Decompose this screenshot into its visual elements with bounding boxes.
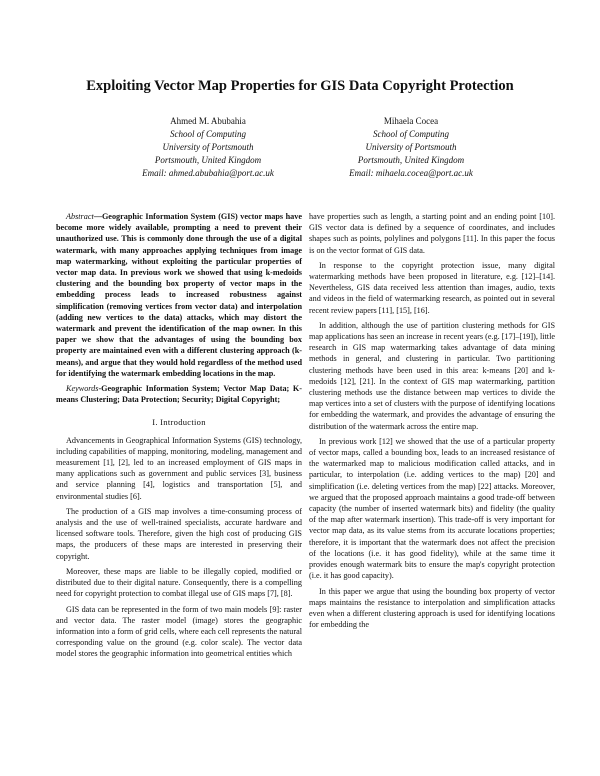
paragraph: Advancements in Geographical Information Systems (GIS) technology, including capabilities of mapping, monitoring, modeling, management and measurement [1], [2], led to an increased employment of GIS maps in many applications such as government and public services [3], business and service planning [4], logistics and transportation [5], and environmental studies [6]. (56, 435, 302, 501)
abstract-text: —Geographic Information System (GIS) vector maps have become more widely available, prompting a need to prevent their unauthorized use. This is commonly done through the use of a digital watermark, with many approaches applying techniques from image map watermarking, without exploiting the particular properties of vector map data. In previous work we showed that using k-medoids clustering and the bounding box property of vector maps in the embedding process leads to increased robustness against simplification (removing vertices from vector data) and interpolation (adding new vertices to the data) attacks, which may distort the watermark and prevent the identification of the map owner. In this paper we show that the advantages of using the bounding box property are maintained even with a different clustering approach (k-means), and argue that they would hold regardless of the method used for identifying the watermark embedding locations in the map. (56, 212, 302, 378)
paragraph: The production of a GIS map involves a time-consuming process of analysis and the use of well-trained specialists, accurate hardware and licensed software tools. Therefore, given the high cost of producing GIS maps, the producers of these maps are interested in preserving their copyright. (56, 506, 302, 561)
author-email: Email: ahmed.abubahia@port.ac.uk (142, 168, 274, 178)
abstract-lead: Abstract (66, 212, 94, 221)
keywords (56, 383, 302, 405)
author-school: School of Computing (373, 129, 449, 139)
paragraph: have properties such as length, a starting point and an ending point [10]. GIS vector data is defined by a sequence of coordinates, and includes shapes such as points, polylines and polygons [11]. In this paper the focus is on the vector format of GIS data. (309, 212, 555, 255)
paragraph: In addition, although the use of partition clustering methods for GIS map applications has seen an increase in recent years (e.g. [17]–[19]), little research in GIS map watermarking takes advantage of data mining methods in general, and clustering in particular. Two partitioning clustering methods have been used in this area: k-means [20] and k-medoids [12], [21]. In the context of GIS map watermarking, partition clustering methods use the distance between map vertices to divide the map vertices into a set of clusters with the purpose of identifying locations for embedding the watermark, and provides the advantage of ensuring the distribution of the watermark across the entire map. (309, 320, 555, 431)
author-block-2 (311, 115, 511, 180)
author-school: School of Computing (170, 129, 246, 139)
author-university: University of Portsmouth (162, 142, 254, 152)
author-university: University of Portsmouth (365, 142, 457, 152)
author-location: Portsmouth, United Kingdom (357, 155, 465, 165)
right-column (309, 211, 555, 630)
abstract (56, 211, 302, 379)
section-heading: I. Introduction (152, 417, 206, 428)
author-location: Portsmouth, United Kingdom (154, 155, 262, 165)
paper-title: Exploiting Vector Map Properties for GIS Data Copyright Protection (86, 78, 514, 94)
author-email: Email: mihaela.cocea@port.ac.uk (349, 168, 473, 178)
author-name: Mihaela Cocea (383, 116, 439, 126)
paragraph: In previous work [12] we showed that the use of a particular property of vector maps, called a bounding box, leads to an increased resistance of the watermarked map to malicious modification called attacks, and in particular, to interpolation (i.e. adding vertices to the map) [20] and simplification (i.e. deleting vertices from the map) [22] attacks. Moreover, we argued that the proposed approach maintains a good trade-off between capacity (the number of inserted watermark bits) and fidelity (the quality of the map after watermark insertion). This trade-off is very important for vector map data, as its value stems from its accurate locations properties; therefore, it is important that the watermark does not affect the precision of the locations (i.e. it has good fidelity), while at the same time it provides enough watermark bits to ensure the map's copyright protection (i.e. it has good capacity). (309, 436, 555, 581)
paragraph: In response to the copyright protection issue, many digital watermarking methods have been proposed in literature, e.g. [12]–[14]. Nevertheless, GIS data received less attention than images, audio, texts and videos in the field of watermarking research, as pointed out in several recent review papers [11], [15], [16]. (309, 260, 555, 315)
author-block-1 (108, 115, 308, 180)
keywords-text: -Geographic Information System; Vector Map Data; K-means Clustering; Data Protection; Security; Digital Copyright; (56, 384, 302, 405)
keywords-lead: Keywords (66, 384, 99, 394)
left-column (56, 211, 302, 660)
author-name: Ahmed M. Abubahia (170, 116, 246, 126)
paragraph: Moreover, these maps are liable to be illegally copied, modified or distributed due to their digital nature. Consequently, there is a compelling need for copyright protection to combat illegal use of GIS maps [7], [8]. (56, 566, 302, 599)
paragraph: GIS data can be represented in the form of two main models [9]: raster and vector data. The raster model (image) stores the geographic information into a form of grid cells, where each cell represents the natural corresponding value on the ground (e.g. color scale). The vector data model stores the geographic information into geometrical entities which (56, 604, 302, 659)
paragraph: In this paper we argue that using the bounding box property of vector maps maintains the resistance to interpolation and simplification attacks even when a different clustering approach is used for identifying locations for embedding the (309, 586, 555, 630)
